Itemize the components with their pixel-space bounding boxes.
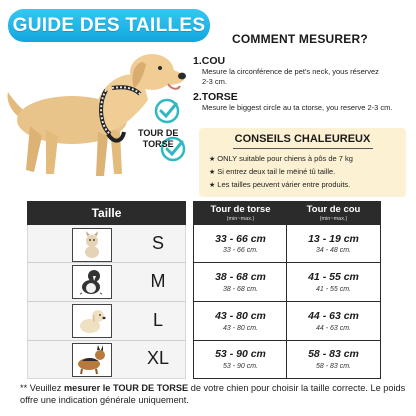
tip-item: ★ ONLY suitable pour chiens à pôs de 7 kg: [209, 154, 353, 163]
cou-value-l: 44 - 63 cm: [308, 310, 359, 322]
large-dog-icon: [74, 306, 110, 336]
torse-header: Tour de torse (min~max.): [193, 201, 288, 225]
small-dog-icon: [74, 230, 110, 260]
row-divider: [193, 262, 381, 263]
dog-thumbnail-large: [72, 304, 112, 338]
row-divider: [193, 340, 381, 341]
cou-alt-l: 44 - 63 cm.: [315, 325, 351, 332]
taille-header: Taille: [27, 201, 186, 225]
tips-title-underline: [233, 148, 373, 149]
star-icon: ★: [209, 169, 216, 176]
tip-item: ★ Si entrez deux tail le mëiné tû taille.: [209, 167, 336, 176]
row-divider: [27, 301, 186, 302]
row-divider: [27, 262, 186, 263]
tip-item: ★ Les tailles peuvent várier entre produits.: [209, 180, 351, 189]
medium-dog-icon: [74, 267, 110, 297]
cou-alt-xl: 58 - 83 cm.: [315, 363, 351, 370]
measure-title: COMMENT MESURER?: [232, 32, 368, 46]
torse-alt-xl: 53 - 90 cm.: [222, 363, 258, 370]
row-divider: [193, 301, 381, 302]
cou-alt-m: 41 - 55 cm.: [315, 286, 351, 293]
cou-text-line1: Mesure la circonférence de pet's neck, yous réservez: [202, 67, 379, 76]
cou-text-line2: 2-3 cm.: [202, 77, 228, 86]
page-title-badge: [8, 9, 210, 42]
torse-label-line2: TORSE: [142, 139, 174, 149]
star-icon: ★: [209, 156, 216, 163]
torse-text: Mesure le biggest circle au ta ctorse, you reserve 2-3 cm.: [202, 103, 393, 112]
torse-alt-s: 33 - 66 cm.: [222, 247, 258, 254]
size-label-l: L: [152, 310, 163, 330]
torse-label: [138, 128, 178, 150]
torse-value-l: 43 - 80 cm: [215, 310, 266, 322]
size-label-m: M: [150, 271, 166, 291]
size-label-xl: XL: [146, 348, 170, 368]
cou-value-xl: 58 - 83 cm: [308, 348, 359, 360]
page-title: GUIDE DES TAILLES: [12, 14, 206, 36]
size-label-s: S: [151, 233, 164, 253]
cou-header: Tour de cou (min~max.): [286, 201, 381, 225]
torse-value-m: 38 - 68 cm: [215, 271, 266, 283]
torse-value-xl: 53 - 90 cm: [215, 348, 266, 360]
torse-alt-l: 43 - 80 cm.: [222, 325, 258, 332]
torse-value-s: 33 - 66 cm: [215, 233, 266, 245]
dog-thumbnail-small: [72, 228, 112, 262]
cou-value-s: 13 - 19 cm: [308, 233, 359, 245]
torse-alt-m: 38 - 68 cm.: [222, 286, 258, 293]
torse-heading: 2.TORSE: [193, 91, 238, 103]
star-icon: ★: [209, 182, 216, 189]
dog-thumbnail-xlarge: [72, 343, 112, 377]
tips-title: CONSEILS CHALEUREUX: [234, 133, 371, 145]
tips-box: [199, 128, 406, 197]
torse-label-line1: TOUR DE: [138, 128, 179, 138]
cou-heading: 1.COU: [193, 55, 226, 67]
footnote: ** Veuillez mesurer le TOUR DE TORSE de votre chien pour choisir la taille correcte. Le poids offre une indication générale uniquement.: [20, 383, 406, 405]
xlarge-dog-icon: [74, 345, 110, 375]
check-circle-icon: [154, 98, 180, 124]
dog-harness-illustration: [2, 40, 202, 190]
dog-thumbnail-medium: [72, 265, 112, 299]
row-divider: [27, 340, 186, 341]
cou-value-m: 41 - 55 cm: [308, 271, 359, 283]
cou-alt-s: 34 - 48 cm.: [315, 247, 351, 254]
